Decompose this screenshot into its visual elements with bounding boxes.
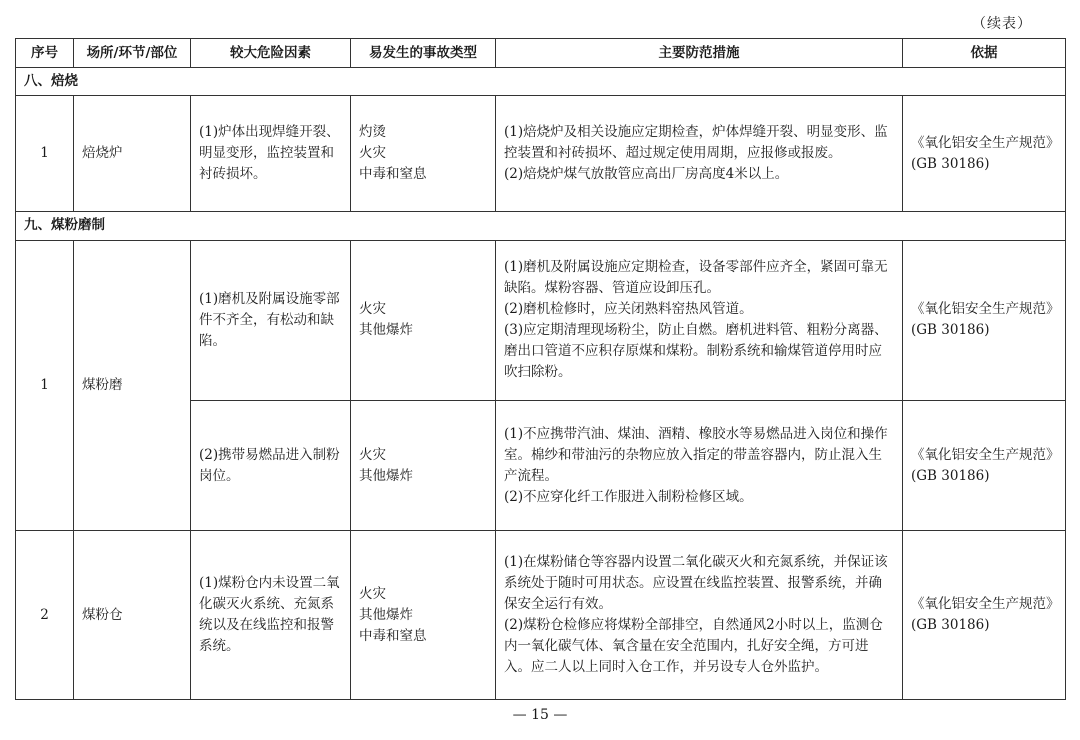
cell-basis: 《氧化铝安全生产规范》(GB 30186) bbox=[903, 240, 1066, 401]
cell-no: 2 bbox=[16, 531, 74, 700]
cell-accident: 火灾 其他爆炸 bbox=[351, 401, 496, 531]
cell-measures: (1)磨机及附属设施应定期检查，设备零部件应齐全，紧固可靠无缺陷。煤粉容器、管道应设卸压孔。 (2)磨机检修时，应关闭熟料窑热风管道。 (3)应定期清理现场粉尘，防止自燃。磨机进料管、粗粉分离器、磨出口管道不应积存原煤和煤粉。制粉系统和输煤管道停用时应吹扫除粉。 bbox=[496, 240, 903, 401]
cell-accident: 火灾 其他爆炸 中毒和窒息 bbox=[351, 531, 496, 700]
section-title-roasting: 八、焙烧 bbox=[16, 68, 1066, 96]
cell-risk: (1)煤粉仓内未设置二氧化碳灭火系统、充氮系统以及在线监控和报警系统。 bbox=[191, 531, 351, 700]
cell-accident: 灼烫 火灾 中毒和窒息 bbox=[351, 96, 496, 212]
table-row bbox=[16, 531, 1066, 700]
section-title-coal-grinding: 九、煤粉磨制 bbox=[16, 212, 1066, 240]
cell-risk: (1)磨机及附属设施零部件不齐全，有松动和缺陷。 bbox=[191, 240, 351, 401]
table-header-row bbox=[16, 39, 1066, 68]
cell-place: 焙烧炉 bbox=[74, 96, 191, 212]
cell-basis: 《氧化铝安全生产规范》(GB 30186) bbox=[903, 96, 1066, 212]
cell-place: 煤粉磨 bbox=[74, 240, 191, 531]
header-accident: 易发生的事故类型 bbox=[351, 39, 496, 68]
section-row bbox=[16, 212, 1066, 240]
cell-accident: 火灾 其他爆炸 bbox=[351, 240, 496, 401]
cell-place: 煤粉仓 bbox=[74, 531, 191, 700]
header-place: 场所/环节/部位 bbox=[74, 39, 191, 68]
cell-basis: 《氧化铝安全生产规范》(GB 30186) bbox=[903, 531, 1066, 700]
cell-risk: (2)携带易燃品进入制粉岗位。 bbox=[191, 401, 351, 531]
section-row bbox=[16, 68, 1066, 96]
cell-measures: (1)在煤粉储仓等容器内设置二氧化碳灭火和充氮系统，并保证该系统处于随时可用状态。应设置在线监控装置、报警系统，并确保安全运行有效。 (2)煤粉仓检修应将煤粉全部排空，自然通风2小时以上，监测仓内一氧化碳气体、氧含量在安全范围内，扎好安全绳，方可进入。应二人以上同时入仓工作，并另设专人仓外监护。 bbox=[496, 531, 903, 700]
cell-risk: (1)炉体出现焊缝开裂、明显变形，监控装置和衬砖损坏。 bbox=[191, 96, 351, 212]
cell-no: 1 bbox=[16, 96, 74, 212]
header-risk: 较大危险因素 bbox=[191, 39, 351, 68]
cell-measures: (1)焙烧炉及相关设施应定期检查，炉体焊缝开裂、明显变形、监控装置和衬砖损坏、超过规定使用周期，应报修或报废。 (2)焙烧炉煤气放散管应高出厂房高度4米以上。 bbox=[496, 96, 903, 212]
cell-measures: (1)不应携带汽油、煤油、酒精、橡胶水等易燃品进入岗位和操作室。棉纱和带油污的杂物应放入指定的带盖容器内，防止混入生产流程。 (2)不应穿化纤工作服进入制粉检修区域。 bbox=[496, 401, 903, 531]
header-basis: 依据 bbox=[903, 39, 1066, 68]
cell-basis: 《氧化铝安全生产规范》(GB 30186) bbox=[903, 401, 1066, 531]
table-row bbox=[16, 96, 1066, 212]
cell-no: 1 bbox=[16, 240, 74, 531]
header-no: 序号 bbox=[16, 39, 74, 68]
table-row bbox=[16, 240, 1066, 401]
page-number: — 15 — bbox=[512, 707, 568, 723]
header-measures: 主要防范措施 bbox=[496, 39, 903, 68]
hazard-table bbox=[15, 38, 1066, 700]
continued-label: （续表） bbox=[972, 16, 1032, 32]
